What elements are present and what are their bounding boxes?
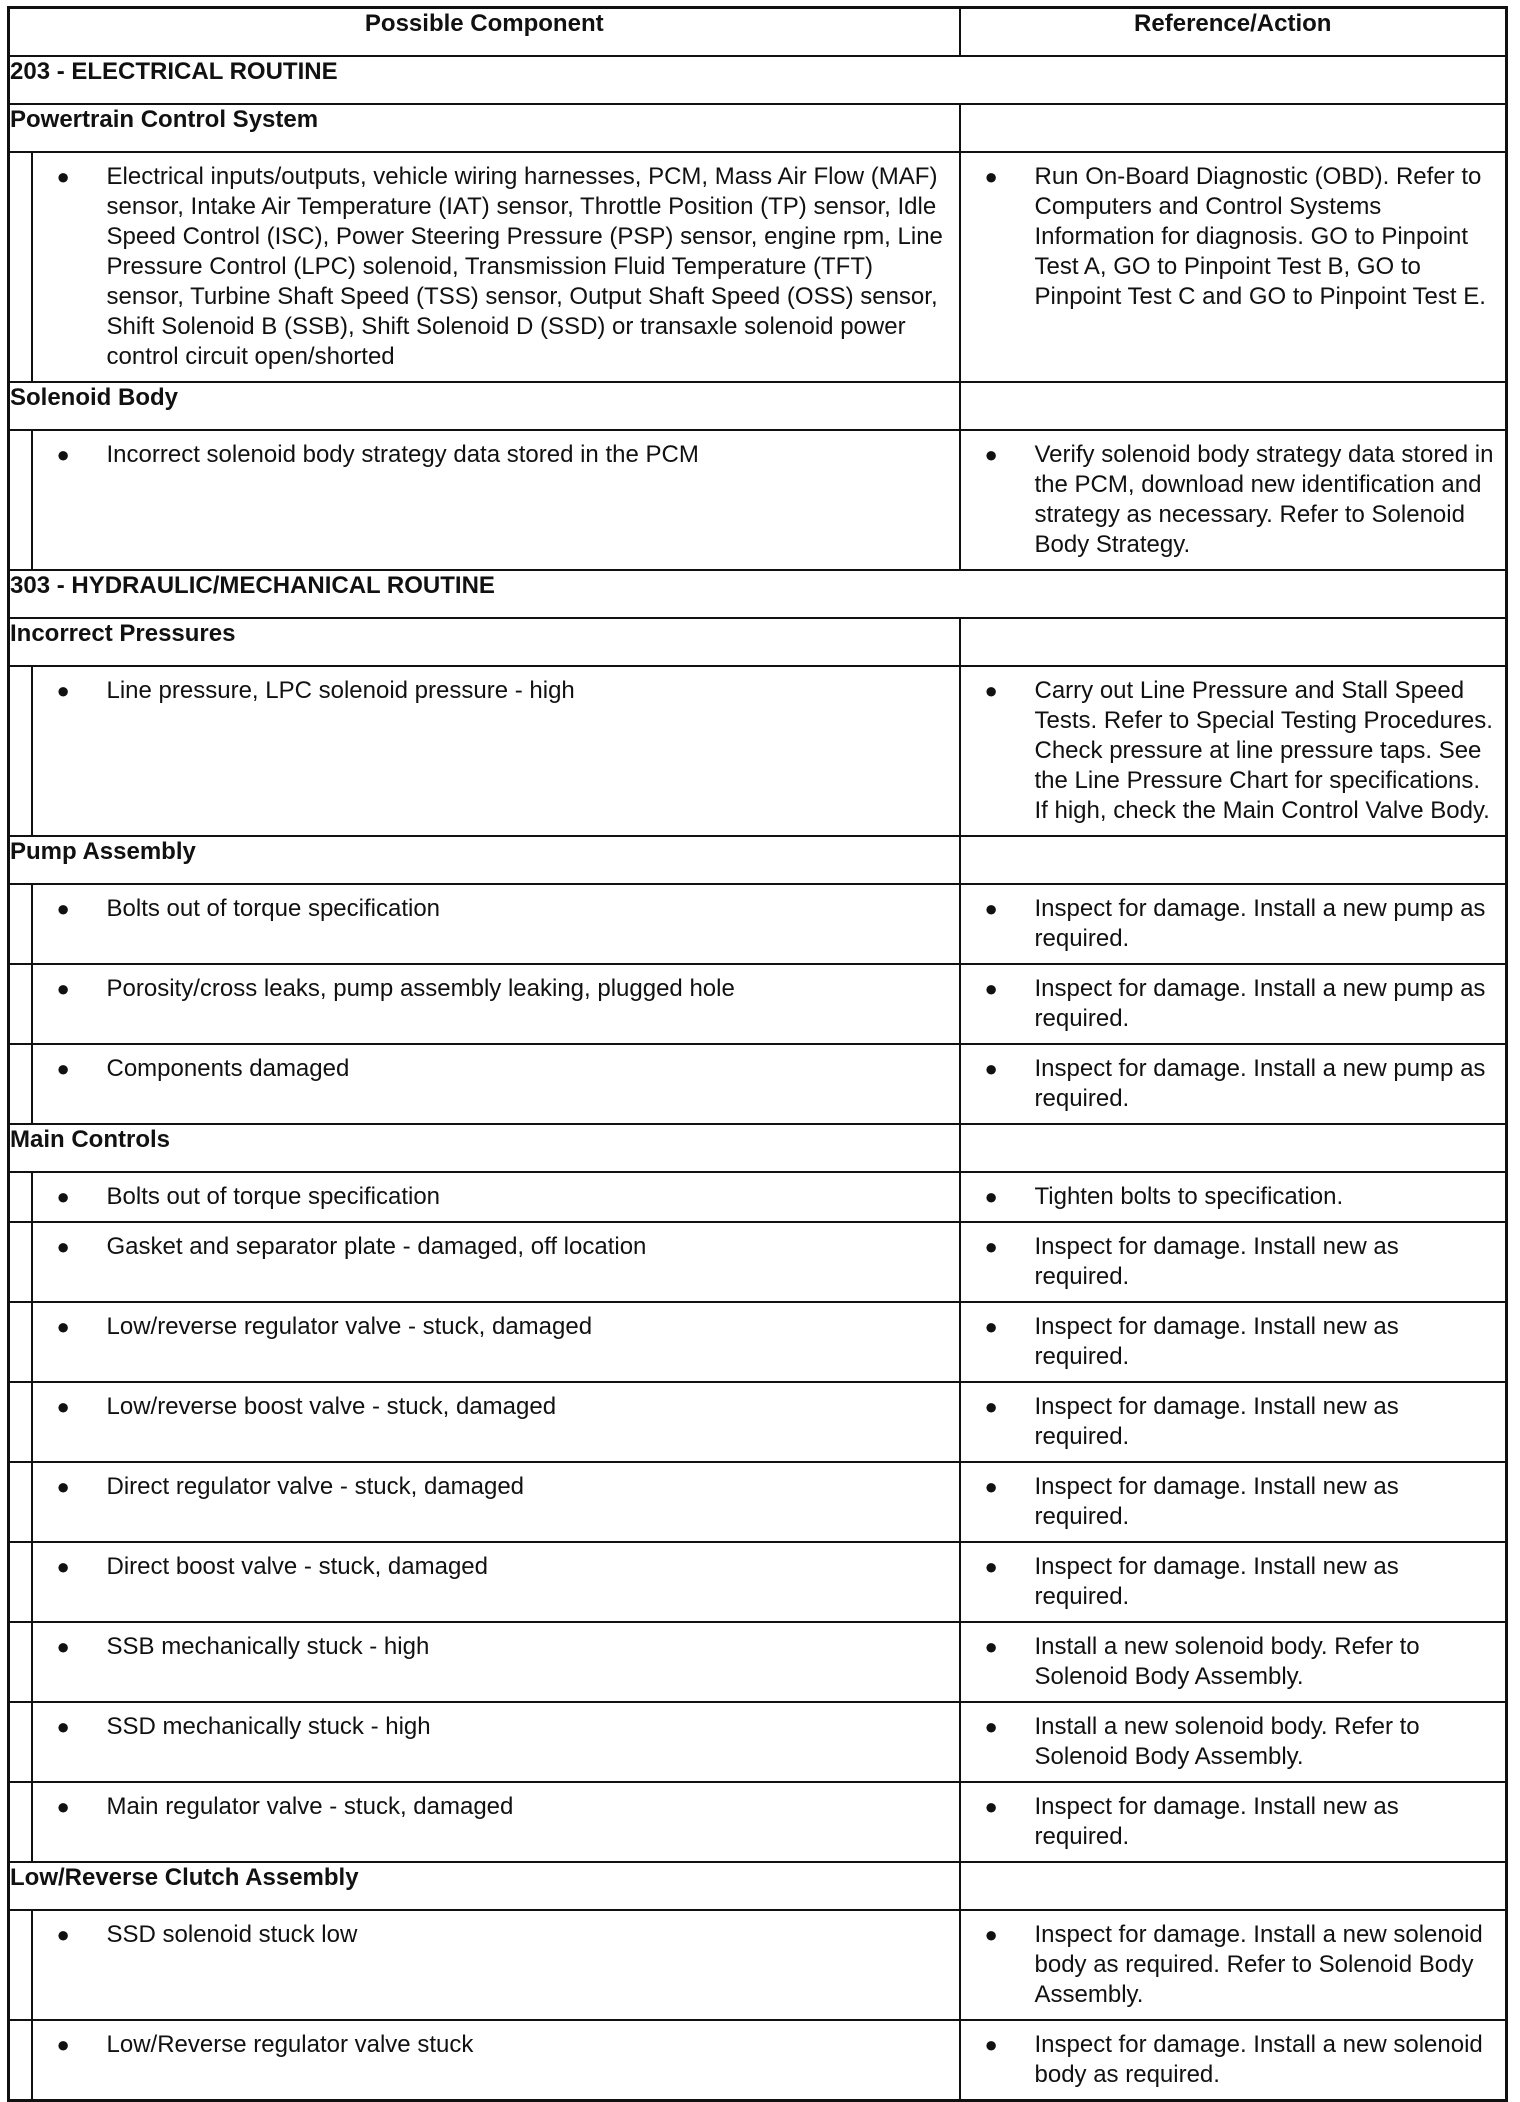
- reference-text: Inspect for damage. Install a new pump as required.: [1034, 895, 1486, 952]
- header-reference-action: Reference/Action: [960, 8, 1507, 57]
- component-cell: [32, 152, 960, 382]
- section-title: Pump Assembly: [9, 836, 960, 884]
- reference-text: Tighten bolts to specification.: [1034, 1183, 1344, 1210]
- component-text: Gasket and separator plate - damaged, off location: [106, 1233, 647, 1260]
- bullet-icon: ●: [984, 1922, 998, 1947]
- component-text: SSB mechanically stuck - high: [106, 1633, 430, 1660]
- reference-item: [961, 1173, 1506, 1221]
- routine-title: 203 - ELECTRICAL ROUTINE: [9, 56, 1507, 104]
- table-row: [9, 152, 1507, 382]
- reference-text: Inspect for damage. Install a new solenoid body as required. Refer to Solenoid Body Assembly.: [1034, 1921, 1483, 2008]
- reference-item: [961, 1543, 1506, 1621]
- table-row: [9, 1382, 1507, 1462]
- header-row: [9, 8, 1507, 57]
- reference-cell: [960, 2020, 1507, 2101]
- component-item: [33, 1383, 959, 1431]
- reference-item: [961, 1045, 1506, 1123]
- reference-item: [961, 1623, 1506, 1701]
- section-title: Incorrect Pressures: [9, 618, 960, 666]
- bullet-icon: ●: [56, 1474, 70, 1499]
- reference-item: [961, 667, 1506, 835]
- reference-item: [961, 965, 1506, 1043]
- bullet-icon: ●: [56, 1714, 70, 1739]
- reference-text: Inspect for damage. Install new as required.: [1034, 1313, 1399, 1370]
- reference-item: [961, 1303, 1506, 1381]
- section-row: [9, 618, 1507, 666]
- component-text: Electrical inputs/outputs, vehicle wiring harnesses, PCM, Mass Air Flow (MAF) sensor, Intake Air Temperature (IAT) sensor, Throttle Position (TP) sensor, Idle Speed Control (ISC), Power Steering Pressure (PSP) sensor, engine rpm, Line Pressure Control (LPC) solenoid, Transmission Fluid Temperature (TFT) sensor, Turbine Shaft Speed (TSS) sensor, Output Shaft Speed (OSS) sensor, Shift Solenoid B (SSB), Shift Solenoid D (SSD) or transaxle solenoid power control circuit open/shorted: [106, 163, 943, 370]
- component-text: Incorrect solenoid body strategy data stored in the PCM: [106, 441, 699, 468]
- component-item: [33, 153, 959, 381]
- component-text: SSD mechanically stuck - high: [106, 1713, 431, 1740]
- bullet-icon: ●: [984, 1554, 998, 1579]
- table-row: [9, 1172, 1507, 1222]
- reference-text: Install a new solenoid body. Refer to Solenoid Body Assembly.: [1034, 1633, 1420, 1690]
- component-item: [33, 2021, 959, 2069]
- component-cell: [32, 1172, 960, 1222]
- table-row: [9, 430, 1507, 570]
- reference-cell: [960, 964, 1507, 1044]
- table-row: [9, 1044, 1507, 1124]
- bullet-icon: ●: [56, 164, 70, 189]
- bullet-icon: ●: [56, 1634, 70, 1659]
- reference-text: Inspect for damage. Install new as required.: [1034, 1793, 1399, 1850]
- bullet-icon: ●: [984, 1794, 998, 1819]
- bullet-icon: ●: [56, 678, 70, 703]
- bullet-icon: ●: [984, 2032, 998, 2057]
- bullet-icon: ●: [984, 164, 998, 189]
- component-cell: [32, 1462, 960, 1542]
- reference-cell: [960, 1302, 1507, 1382]
- indent-cell: [9, 2020, 32, 2101]
- bullet-icon: ●: [56, 1056, 70, 1081]
- indent-cell: [9, 1910, 32, 2020]
- bullet-icon: ●: [984, 1714, 998, 1739]
- component-item: [33, 1623, 959, 1671]
- component-item: [33, 1463, 959, 1511]
- indent-cell: [9, 1542, 32, 1622]
- section-reference-cell: [960, 618, 1507, 666]
- component-item: [33, 965, 959, 1013]
- bullet-icon: ●: [984, 1314, 998, 1339]
- header-possible-component: Possible Component: [9, 8, 960, 57]
- component-text: Bolts out of torque specification: [106, 1183, 441, 1210]
- reference-item: [961, 2021, 1506, 2099]
- component-item: [33, 1223, 959, 1271]
- component-cell: [32, 1542, 960, 1622]
- bullet-icon: ●: [56, 976, 70, 1001]
- bullet-icon: ●: [984, 1234, 998, 1259]
- reference-item: [961, 1703, 1506, 1781]
- bullet-icon: ●: [56, 1184, 70, 1209]
- bullet-icon: ●: [984, 976, 998, 1001]
- component-item: [33, 1543, 959, 1591]
- indent-cell: [9, 1222, 32, 1302]
- table-row: [9, 1302, 1507, 1382]
- reference-cell: [960, 1462, 1507, 1542]
- component-item: [33, 1703, 959, 1751]
- indent-cell: [9, 152, 32, 382]
- bullet-icon: ●: [984, 1056, 998, 1081]
- component-cell: [32, 430, 960, 570]
- component-cell: [32, 1702, 960, 1782]
- table-row: [9, 964, 1507, 1044]
- bullet-icon: ●: [56, 1554, 70, 1579]
- component-text: Low/reverse regulator valve - stuck, damaged: [106, 1313, 593, 1340]
- table-row: [9, 1542, 1507, 1622]
- component-cell: [32, 964, 960, 1044]
- table-row: [9, 2020, 1507, 2101]
- indent-cell: [9, 666, 32, 836]
- component-cell: [32, 1222, 960, 1302]
- bullet-icon: ●: [984, 678, 998, 703]
- bullet-icon: ●: [56, 1314, 70, 1339]
- section-reference-cell: [960, 382, 1507, 430]
- section-reference-cell: [960, 1124, 1507, 1172]
- component-item: [33, 1911, 959, 1959]
- component-text: SSD solenoid stuck low: [106, 1921, 358, 1948]
- section-row: [9, 1862, 1507, 1910]
- routine-row: [9, 570, 1507, 618]
- section-reference-cell: [960, 1862, 1507, 1910]
- component-item: [33, 1045, 959, 1093]
- component-text: Low/Reverse regulator valve stuck: [106, 2031, 474, 2058]
- bullet-icon: ●: [984, 896, 998, 921]
- reference-cell: [960, 1702, 1507, 1782]
- section-row: [9, 382, 1507, 430]
- indent-cell: [9, 1702, 32, 1782]
- reference-item: [961, 885, 1506, 963]
- indent-cell: [9, 884, 32, 964]
- indent-cell: [9, 1382, 32, 1462]
- component-cell: [32, 1782, 960, 1862]
- reference-item: [961, 1783, 1506, 1861]
- reference-cell: [960, 666, 1507, 836]
- indent-cell: [9, 1172, 32, 1222]
- bullet-icon: ●: [56, 1234, 70, 1259]
- reference-cell: [960, 152, 1507, 382]
- section-row: [9, 1124, 1507, 1172]
- component-cell: [32, 1302, 960, 1382]
- component-cell: [32, 2020, 960, 2101]
- routine-row: [9, 56, 1507, 104]
- indent-cell: [9, 430, 32, 570]
- section-title: Low/Reverse Clutch Assembly: [9, 1862, 960, 1910]
- component-cell: [32, 1044, 960, 1124]
- reference-text: Inspect for damage. Install a new pump as required.: [1034, 975, 1486, 1032]
- reference-item: [961, 153, 1506, 321]
- section-row: [9, 836, 1507, 884]
- reference-item: [961, 1223, 1506, 1301]
- reference-cell: [960, 1044, 1507, 1124]
- component-cell: [32, 1910, 960, 2020]
- reference-cell: [960, 884, 1507, 964]
- reference-text: Inspect for damage. Install a new pump as required.: [1034, 1055, 1486, 1112]
- component-text: Line pressure, LPC solenoid pressure - high: [106, 677, 575, 704]
- component-item: [33, 667, 959, 715]
- reference-text: Inspect for damage. Install new as required.: [1034, 1393, 1399, 1450]
- bullet-icon: ●: [56, 2032, 70, 2057]
- reference-cell: [960, 1172, 1507, 1222]
- section-title: Powertrain Control System: [9, 104, 960, 152]
- component-text: Direct boost valve - stuck, damaged: [106, 1553, 489, 1580]
- reference-text: Install a new solenoid body. Refer to Solenoid Body Assembly.: [1034, 1713, 1420, 1770]
- reference-text: Inspect for damage. Install new as required.: [1034, 1553, 1399, 1610]
- indent-cell: [9, 1462, 32, 1542]
- indent-cell: [9, 964, 32, 1044]
- bullet-icon: ●: [984, 1634, 998, 1659]
- bullet-icon: ●: [56, 1794, 70, 1819]
- component-cell: [32, 666, 960, 836]
- reference-text: Run On-Board Diagnostic (OBD). Refer to Computers and Control Systems Information for diagnosis. GO to Pinpoint Test A, GO to Pinpoint Test B, GO to Pinpoint Test C and GO to Pinpoint Test E.: [1034, 163, 1486, 310]
- component-cell: [32, 1622, 960, 1702]
- bullet-icon: ●: [56, 442, 70, 467]
- component-text: Components damaged: [106, 1055, 350, 1082]
- table-row: [9, 666, 1507, 836]
- reference-cell: [960, 1910, 1507, 2020]
- indent-cell: [9, 1622, 32, 1702]
- component-item: [33, 1173, 959, 1221]
- reference-item: [961, 431, 1506, 569]
- bullet-icon: ●: [984, 442, 998, 467]
- indent-cell: [9, 1782, 32, 1862]
- reference-cell: [960, 1222, 1507, 1302]
- bullet-icon: ●: [984, 1184, 998, 1209]
- reference-text: Inspect for damage. Install a new solenoid body as required.: [1034, 2031, 1483, 2088]
- component-text: Main regulator valve - stuck, damaged: [106, 1793, 514, 1820]
- table-row: [9, 1462, 1507, 1542]
- routine-title: 303 - HYDRAULIC/MECHANICAL ROUTINE: [9, 570, 1507, 618]
- diagnosis-table: [7, 6, 1508, 2102]
- table-row: [9, 1782, 1507, 1862]
- section-title: Main Controls: [9, 1124, 960, 1172]
- table-row: [9, 1702, 1507, 1782]
- reference-cell: [960, 1782, 1507, 1862]
- bullet-icon: ●: [984, 1474, 998, 1499]
- component-text: Porosity/cross leaks, pump assembly leaking, plugged hole: [106, 975, 735, 1002]
- reference-text: Inspect for damage. Install new as required.: [1034, 1473, 1399, 1530]
- table-row: [9, 884, 1507, 964]
- component-cell: [32, 1382, 960, 1462]
- section-reference-cell: [960, 104, 1507, 152]
- component-cell: [32, 884, 960, 964]
- component-item: [33, 885, 959, 933]
- component-item: [33, 1783, 959, 1831]
- table-row: [9, 1622, 1507, 1702]
- section-row: [9, 104, 1507, 152]
- table-row: [9, 1910, 1507, 2020]
- reference-item: [961, 1911, 1506, 2019]
- indent-cell: [9, 1044, 32, 1124]
- bullet-icon: ●: [984, 1394, 998, 1419]
- bullet-icon: ●: [56, 1394, 70, 1419]
- section-reference-cell: [960, 836, 1507, 884]
- component-item: [33, 1303, 959, 1351]
- reference-cell: [960, 430, 1507, 570]
- bullet-icon: ●: [56, 1922, 70, 1947]
- reference-text: Verify solenoid body strategy data stored in the PCM, download new identification and strategy as necessary. Refer to Solenoid Body Strategy.: [1034, 441, 1494, 558]
- reference-cell: [960, 1542, 1507, 1622]
- reference-text: Inspect for damage. Install new as required.: [1034, 1233, 1399, 1290]
- section-title: Solenoid Body: [9, 382, 960, 430]
- bullet-icon: ●: [56, 896, 70, 921]
- component-text: Low/reverse boost valve - stuck, damaged: [106, 1393, 557, 1420]
- reference-item: [961, 1463, 1506, 1541]
- reference-cell: [960, 1622, 1507, 1702]
- indent-cell: [9, 1302, 32, 1382]
- table-body: [9, 56, 1507, 2101]
- reference-cell: [960, 1382, 1507, 1462]
- component-text: Bolts out of torque specification: [106, 895, 441, 922]
- component-text: Direct regulator valve - stuck, damaged: [106, 1473, 525, 1500]
- reference-item: [961, 1383, 1506, 1461]
- component-item: [33, 431, 959, 479]
- reference-text: Carry out Line Pressure and Stall Speed Tests. Refer to Special Testing Procedures. Check pressure at line pressure taps. See the Line Pressure Chart for specifications. If high, check the Main Control Valve Body.: [1034, 677, 1493, 824]
- table-row: [9, 1222, 1507, 1302]
